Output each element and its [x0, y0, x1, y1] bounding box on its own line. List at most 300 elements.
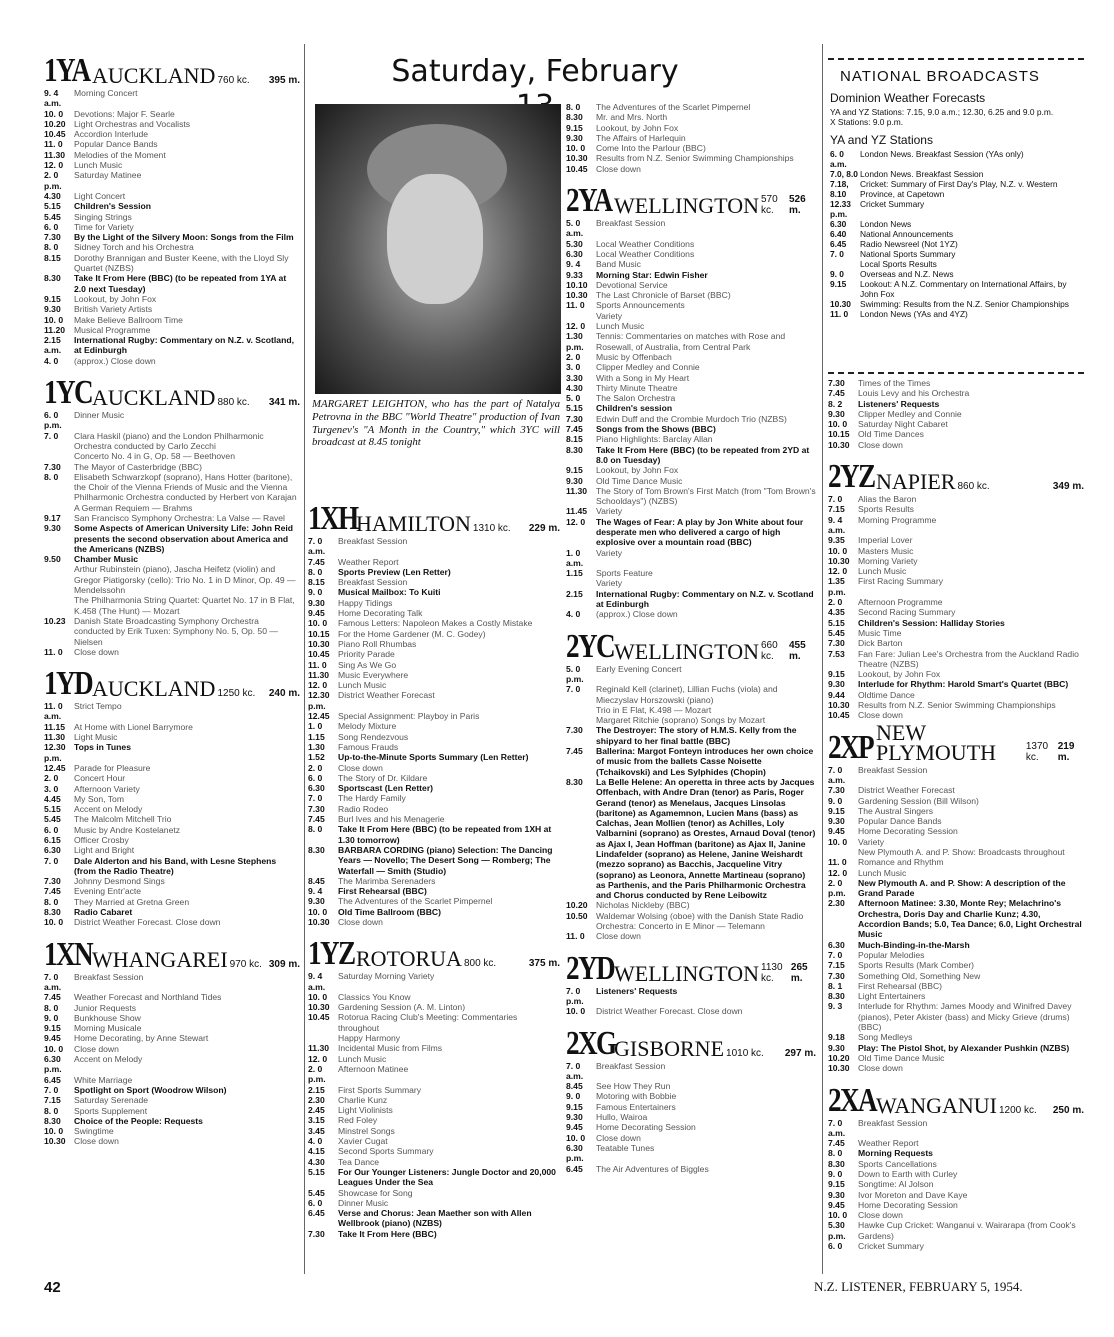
- programme: Saturday Morning Variety: [338, 971, 435, 982]
- station-frequency: 1130 kc.: [761, 961, 783, 984]
- time: 9.18: [828, 1032, 845, 1043]
- time: 10.30: [566, 153, 588, 164]
- programme: My Son, Tom: [74, 793, 124, 804]
- station-wavelength: 375 m.: [528, 958, 560, 970]
- schedule-row: [828, 1001, 1084, 1032]
- time: 9.30: [828, 1042, 845, 1053]
- time: 10. 0: [566, 1132, 586, 1143]
- schedule-row: [566, 143, 816, 153]
- time: 12. 0: [566, 321, 586, 332]
- station-call: 1XH: [308, 500, 358, 537]
- schedule-row: [308, 649, 560, 659]
- schedule-row: [566, 1133, 816, 1143]
- schedule-row: [566, 393, 816, 403]
- time: 1. 0: [308, 721, 323, 732]
- time: 6.30: [566, 248, 583, 259]
- programme: Elisabeth Schwarzkopf (soprano), Hans Hotter (baritone), the Choir of the Vienna Friends of Music and the Vienna Philharmonic Orchestra conducted by Herbert von Karajan: [74, 471, 297, 503]
- time: 9. 4: [566, 259, 581, 270]
- station-frequency: 970 kc.: [229, 958, 262, 970]
- schedule-row: [566, 280, 816, 290]
- schedule-row: [44, 451, 300, 461]
- schedule-row: [44, 897, 300, 907]
- programme: Lookout, by John Fox: [596, 122, 679, 133]
- schedule-row: [566, 1061, 816, 1082]
- programme: The Hardy Family: [338, 793, 406, 804]
- time: 6.30: [308, 783, 325, 794]
- programme: Trio in E Flat, K.498 — Mozart: [596, 704, 712, 715]
- time: 7. 0: [566, 684, 581, 695]
- time: 3.30: [566, 372, 583, 383]
- programme: Alias the Baron: [858, 494, 917, 505]
- station-header: [566, 626, 816, 665]
- time: 7.0, 8.0: [830, 169, 858, 179]
- station-schedule: [308, 536, 560, 927]
- programme: Breakfast Session: [596, 1060, 666, 1071]
- programme: Old Time Dance Music: [596, 475, 683, 486]
- time: 8. 0: [44, 896, 59, 907]
- schedule-row: [44, 773, 300, 783]
- schedule-row: [830, 259, 1084, 269]
- schedule-row: [44, 212, 300, 222]
- time: 4.15: [308, 1146, 325, 1157]
- programme: Xavier Cugat: [338, 1136, 388, 1147]
- programme: International Rugby: Commentary on N.Z. v. Scotland at Edinburgh: [596, 588, 814, 610]
- programme: London News. Breakfast Session: [860, 169, 984, 179]
- schedule-row: [828, 597, 1084, 607]
- station-wavelength: 250 m.: [1052, 1104, 1084, 1116]
- programme: Children's Session: [74, 201, 152, 212]
- programme: First Racing Summary: [858, 576, 943, 587]
- schedule-row: [828, 515, 1084, 536]
- schedule-row: [308, 660, 560, 670]
- schedule-row: [44, 876, 300, 886]
- programme: Ballerina: Margot Fonteyn introduces her own choice of music from the ballets Casse Noisette (Tchaikovski) and Les Sylphides (Chopin): [596, 746, 814, 777]
- time: 4.30: [44, 190, 61, 201]
- time: 4.30: [566, 382, 583, 393]
- time: 5.15: [828, 617, 845, 628]
- programme: Sports Feature: [596, 568, 653, 579]
- programme: Variety: [596, 578, 623, 589]
- schedule-row: [566, 1164, 816, 1174]
- schedule-row: [828, 494, 1084, 504]
- rule: [828, 372, 1084, 374]
- time: 11. 0: [566, 300, 585, 311]
- station-block-1yd: [44, 663, 300, 928]
- programme: Junior Requests: [74, 1002, 137, 1013]
- time: 7.45: [44, 886, 61, 897]
- programme: Teatable Tunes: [596, 1142, 655, 1153]
- programme: They Married at Gretna Green: [74, 896, 190, 907]
- programme: First Rehearsal (BBC): [858, 980, 943, 991]
- schedule-row: [566, 1006, 816, 1016]
- programme: Band Music: [596, 259, 641, 270]
- schedule-row: [44, 701, 300, 722]
- time: 8.30: [566, 444, 583, 455]
- programme: Take It From Here (BBC) (to be repeated from 2YD at 8.0 on Tuesday): [596, 444, 810, 465]
- time: 6. 0 a.m.: [830, 149, 847, 169]
- programme: Musical Mailbox: To Kuiti: [338, 587, 441, 598]
- station-schedule: [44, 88, 300, 366]
- time: 12.33 p.m.: [830, 199, 851, 219]
- time: 10. 0: [44, 1126, 64, 1137]
- schedule-row: [566, 300, 816, 310]
- schedule-row: [44, 139, 300, 149]
- station-block-2xa: [828, 1080, 1084, 1252]
- programme: Ivor Moreton and Dave Kaye: [858, 1189, 968, 1200]
- programme: District Weather Forecast: [338, 690, 435, 701]
- schedule-row: [308, 1146, 560, 1156]
- schedule-row: [44, 1054, 300, 1075]
- schedule-row: [44, 763, 300, 773]
- programme: Dick Barton: [858, 638, 903, 649]
- schedule-row: [308, 1033, 560, 1043]
- schedule-row: [44, 595, 300, 616]
- schedule-row: [308, 804, 560, 814]
- schedule-row: [44, 784, 300, 794]
- station-schedule: [828, 765, 1084, 1074]
- schedule-row: [44, 835, 300, 845]
- time: 10. 0: [828, 836, 848, 847]
- station-header: [828, 456, 1084, 496]
- schedule-row: [830, 279, 1084, 299]
- time: 6. 0: [44, 824, 59, 835]
- station-block-2yd: [566, 948, 816, 1017]
- time: 7.45: [308, 814, 325, 825]
- programme: London News (YAs and 4YZ): [860, 309, 968, 319]
- time: 11.30: [308, 669, 330, 680]
- programme: Lunch Music: [338, 680, 387, 691]
- time: [44, 503, 74, 513]
- schedule-row: [44, 431, 300, 452]
- photo-caption: MARGARET LEIGHTON, who has the part of Natalya Petrovna in the BBC "World Theatre" production of Ivan Turgenev's "A Month in the Country," which 3YC will broadcast at 8.45 tonight: [312, 398, 560, 449]
- schedule-row: [308, 886, 560, 896]
- programme: Fan Fare: Julian Lee's Orchestra from the Auckland Radio Theatre (NZBS): [858, 648, 1079, 669]
- programme: Cricket: Summary of First Day's Play, N.Z. v. Western Province, at Capetown: [860, 179, 1058, 199]
- schedule-row: [44, 804, 300, 814]
- time: [566, 311, 596, 321]
- time: 3.15: [308, 1115, 325, 1126]
- schedule-row: [828, 399, 1084, 409]
- station-block-2xp: [828, 719, 1084, 1074]
- station-wavelength: 240 m.: [268, 688, 300, 700]
- schedule-row: [44, 554, 300, 564]
- schedule-row: [44, 253, 300, 274]
- station-frequency: 800 kc.: [463, 958, 497, 970]
- programme: Close down: [74, 1043, 119, 1054]
- programme: Lookout, by John Fox: [858, 669, 941, 680]
- schedule-row: [566, 1091, 816, 1101]
- schedule-row: [566, 1112, 816, 1122]
- station-name: NEW PLYMOUTH: [876, 719, 997, 765]
- time: 4.30: [308, 1156, 325, 1167]
- schedule-row: [566, 589, 816, 610]
- time: 10.20: [566, 900, 588, 911]
- schedule-row: [828, 950, 1084, 960]
- schedule-row: [308, 907, 560, 917]
- schedule-row: [308, 639, 560, 649]
- station-header: [44, 663, 300, 703]
- schedule-row: [566, 568, 816, 578]
- station-schedule: [44, 701, 300, 928]
- time: 6. 0: [828, 1241, 843, 1252]
- schedule-row: [44, 472, 300, 503]
- time: [566, 705, 596, 715]
- time: 9. 4: [308, 886, 323, 897]
- schedule-row: [44, 222, 300, 232]
- programme: Weather Forecast and Northland Tides: [74, 992, 222, 1003]
- time: 9. 0: [44, 1012, 59, 1023]
- schedule-row: [828, 535, 1084, 545]
- programme: Morning Concert: [74, 88, 138, 98]
- national-title: NATIONAL BROADCASTS: [840, 68, 1040, 85]
- schedule-row: [308, 732, 560, 742]
- time: 9.15: [830, 279, 847, 289]
- time: 8.45: [566, 1081, 583, 1092]
- programme: Up-to-the-Minute Sports Summary (Len Retter): [338, 752, 529, 763]
- programme: London News. Breakfast Session (YAs only): [860, 149, 1024, 159]
- programme: Early Evening Concert: [596, 663, 682, 674]
- programme: Spotlight on Sport (Woodrow Wilson): [74, 1084, 227, 1095]
- station-call: 1XN: [44, 935, 93, 973]
- programme: Dinner Music: [338, 1197, 389, 1208]
- time: 9.30: [566, 475, 583, 486]
- programme: The Wages of Fear: A play by Jon White about four desperate men who delivered a cargo of high explosive over a mountain road (BBC): [596, 516, 804, 548]
- schedule-row: [828, 806, 1084, 816]
- time: 9. 0: [308, 587, 323, 598]
- programme: Hawke Cup Cricket: Wanganui v. Wairarapa (from Cook's Gardens): [858, 1220, 1076, 1241]
- programme: Dale Alderton and his Band, with Lesne Stephens (from the Radio Theatre): [74, 855, 277, 876]
- station-name: WANGANUI: [876, 1092, 997, 1118]
- programme: Close down: [338, 762, 383, 773]
- time: 9.30: [566, 1112, 583, 1123]
- schedule-row: [828, 440, 1084, 450]
- schedule-row: [566, 445, 816, 466]
- time: 6.45: [308, 1208, 325, 1219]
- schedule-row: [44, 170, 300, 191]
- time: 6.30: [44, 845, 61, 856]
- programme: Come Into the Parlour (BBC): [596, 143, 706, 154]
- time: 5.30: [566, 238, 583, 249]
- schedule-row: [830, 249, 1084, 259]
- station-header: [308, 933, 560, 973]
- station-wavelength: 349 m.: [1052, 481, 1084, 493]
- schedule-row: [828, 765, 1084, 786]
- time: 9.44: [828, 689, 845, 700]
- station-schedule: [828, 494, 1084, 721]
- programme: Much-Binding-in-the-Marsh: [858, 939, 970, 950]
- time: 7. 0: [828, 494, 843, 505]
- time: 12. 0: [566, 516, 586, 527]
- schedule-row: [566, 900, 816, 910]
- programme: Close down: [74, 1136, 119, 1147]
- time: 2. 0: [308, 762, 323, 773]
- time: 9.15: [44, 293, 61, 304]
- column-4: [828, 378, 1084, 1251]
- schedule-row: [566, 153, 816, 163]
- schedule-row: [44, 992, 300, 1002]
- time: 12.45: [308, 711, 330, 722]
- time: 10.50: [566, 910, 588, 921]
- schedule-row: [566, 259, 816, 269]
- programme: Light Violinists: [338, 1105, 393, 1116]
- schedule-row: [566, 414, 816, 424]
- programme: Close down: [858, 1063, 903, 1074]
- station-wavelength: 341 m.: [268, 397, 300, 409]
- station-schedule: [828, 1118, 1084, 1252]
- time: 9.15: [566, 465, 583, 476]
- programme: Cricket Summary: [860, 199, 925, 209]
- schedule-row: [308, 773, 560, 783]
- schedule-row: [44, 825, 300, 835]
- programme: Waldemar Wolsing (oboe) with the Danish State Radio Orchestra: Concerto in E Minor — Telemann: [596, 910, 804, 932]
- time: 6. 0 p.m.: [44, 410, 62, 431]
- schedule-row: [44, 814, 300, 824]
- schedule-row: [828, 1241, 1084, 1251]
- time: 8. 0: [44, 1105, 59, 1116]
- schedule-row: [44, 1023, 300, 1033]
- programme: Overseas and N.Z. News: [860, 269, 954, 279]
- time: 7. 0: [44, 430, 59, 441]
- programme: At Home with Lionel Barrymore: [74, 721, 193, 732]
- station-call: 2XA: [828, 1081, 877, 1119]
- programme: Light Entertainers: [858, 991, 926, 1002]
- programme: The Salon Orchestra: [596, 393, 676, 404]
- programme: Dorothy Brannigan and Buster Keene, with the Lloyd Sly Quartet (NZBS): [74, 252, 289, 274]
- schedule-row: [566, 311, 816, 321]
- programme: Afternoon Variety: [74, 783, 140, 794]
- schedule-row: [828, 991, 1084, 1001]
- time: 7.15: [828, 960, 845, 971]
- time: 7.30: [566, 413, 583, 424]
- time: 10. 0: [308, 618, 328, 629]
- schedule-row: [830, 219, 1084, 229]
- programme: Old Time Dances: [858, 429, 924, 440]
- time: 11.30: [44, 732, 66, 743]
- schedule-row: [566, 403, 816, 413]
- time: 8. 0: [44, 471, 59, 482]
- programme: Classics You Know: [338, 991, 411, 1002]
- schedule-row: [44, 1003, 300, 1013]
- time: 3.45: [308, 1125, 325, 1136]
- station-name: AUCKLAND: [92, 385, 216, 411]
- schedule-row: [44, 315, 300, 325]
- time: 8. 0: [566, 102, 581, 112]
- programme: The Destroyer: The story of H.M.S. Kelly from the shipyard to her final battle (BBC): [596, 725, 797, 746]
- programme: Charlie Kunz: [338, 1094, 388, 1105]
- programme: Listeners' Requests: [858, 398, 940, 409]
- programme: Minstrel Songs: [338, 1125, 395, 1136]
- station-frequency: 880 kc.: [217, 397, 250, 409]
- schedule-row: [308, 567, 560, 577]
- station-wavelength: 297 m.: [784, 1047, 816, 1059]
- station-block-2ya: [566, 180, 816, 620]
- time: 6. 0: [308, 772, 323, 783]
- schedule-row: [828, 566, 1084, 576]
- programme: The Story of Dr. Kildare: [338, 772, 428, 783]
- programme: Radio Cabaret: [74, 907, 133, 918]
- schedule-row: [566, 911, 816, 932]
- time: 7.30: [308, 1228, 325, 1239]
- schedule-row: [44, 1044, 300, 1054]
- programme: By the Light of the Silvery Moon: Songs from the Film: [74, 232, 294, 243]
- programme: The Last Chronicle of Barset (BBC): [596, 290, 731, 301]
- programme: Edwin Duff and the Crombie Murdoch Trio (NZBS): [596, 413, 787, 424]
- time: [830, 259, 860, 269]
- time: 9.30: [828, 408, 845, 419]
- schedule-row: [44, 616, 300, 647]
- time: 8.15: [44, 252, 61, 263]
- programme: Some Aspects of American University Life: John Reid presents the second observation about America and the Americans (NZBS): [74, 523, 294, 554]
- programme: For the Home Gardener (M. C. Godey): [338, 628, 486, 639]
- schedule-row: [308, 793, 560, 803]
- time: 9.15: [828, 669, 845, 680]
- station-block-2xg: [566, 1023, 816, 1174]
- schedule-row: [566, 218, 816, 239]
- station-header: [44, 372, 300, 412]
- schedule-row: [566, 290, 816, 300]
- time: 9.30: [828, 1189, 845, 1200]
- time: [566, 578, 596, 588]
- schedule-row: [566, 352, 816, 362]
- programme: Gardening Session (A. M. Linton): [338, 1002, 466, 1013]
- schedule-row: [308, 1198, 560, 1208]
- time: 7. 0: [828, 949, 843, 960]
- schedule-row: [828, 816, 1084, 826]
- station-frequency: 860 kc.: [957, 481, 990, 493]
- time: 10.30: [566, 290, 588, 301]
- programme: The Philharmonia String Quartet: Quartet No. 17 in B Flat, K.458 (The Hunt) — Mozart: [74, 595, 295, 616]
- time: 2.15: [308, 1084, 325, 1095]
- programme: Sports Results: [858, 504, 914, 515]
- time: 10.20: [44, 118, 66, 129]
- station-name: WHANGAREI: [92, 946, 228, 972]
- schedule-row: [566, 321, 816, 331]
- schedule-row: [308, 1085, 560, 1095]
- time: 10.30: [828, 555, 850, 566]
- schedule-row: [828, 556, 1084, 566]
- schedule-row: [308, 1126, 560, 1136]
- programme: Afternoon Programme: [858, 597, 943, 608]
- time: 8. 0: [308, 566, 323, 577]
- time: 6.30 p.m.: [44, 1054, 62, 1075]
- time: 9. 0: [828, 1169, 843, 1179]
- programme: Devotional Service: [596, 279, 668, 290]
- schedule-row: [566, 362, 816, 372]
- schedule-row: [566, 609, 816, 619]
- station-frequency: 1250 kc.: [217, 688, 256, 700]
- schedule-row: [566, 102, 816, 112]
- programme: Strict Tempo: [74, 701, 122, 712]
- schedule-row: [308, 557, 560, 567]
- schedule-row: [44, 1116, 300, 1126]
- programme: Priority Parade: [338, 649, 395, 660]
- time: 9.30: [828, 679, 845, 690]
- programme: Choice of the People: Requests: [74, 1115, 203, 1126]
- programme: Weather Report: [338, 556, 399, 567]
- time: 9.15: [566, 1101, 583, 1112]
- schedule-row: [44, 503, 300, 513]
- time: 10.45: [44, 129, 66, 140]
- programme: Home Decorating Talk: [338, 608, 423, 619]
- programme: Second Racing Summary: [858, 607, 956, 618]
- schedule-row: [44, 150, 300, 160]
- station-block-1ya: [44, 50, 300, 366]
- programme: Play: The Pistol Shot, by Alexander Pushkin (NZBS): [858, 1042, 1070, 1053]
- time: 10.45: [308, 649, 330, 660]
- time: 9.45: [566, 1122, 583, 1133]
- station-block-1yz: [308, 933, 560, 1239]
- programme: Lunch Music: [858, 867, 907, 878]
